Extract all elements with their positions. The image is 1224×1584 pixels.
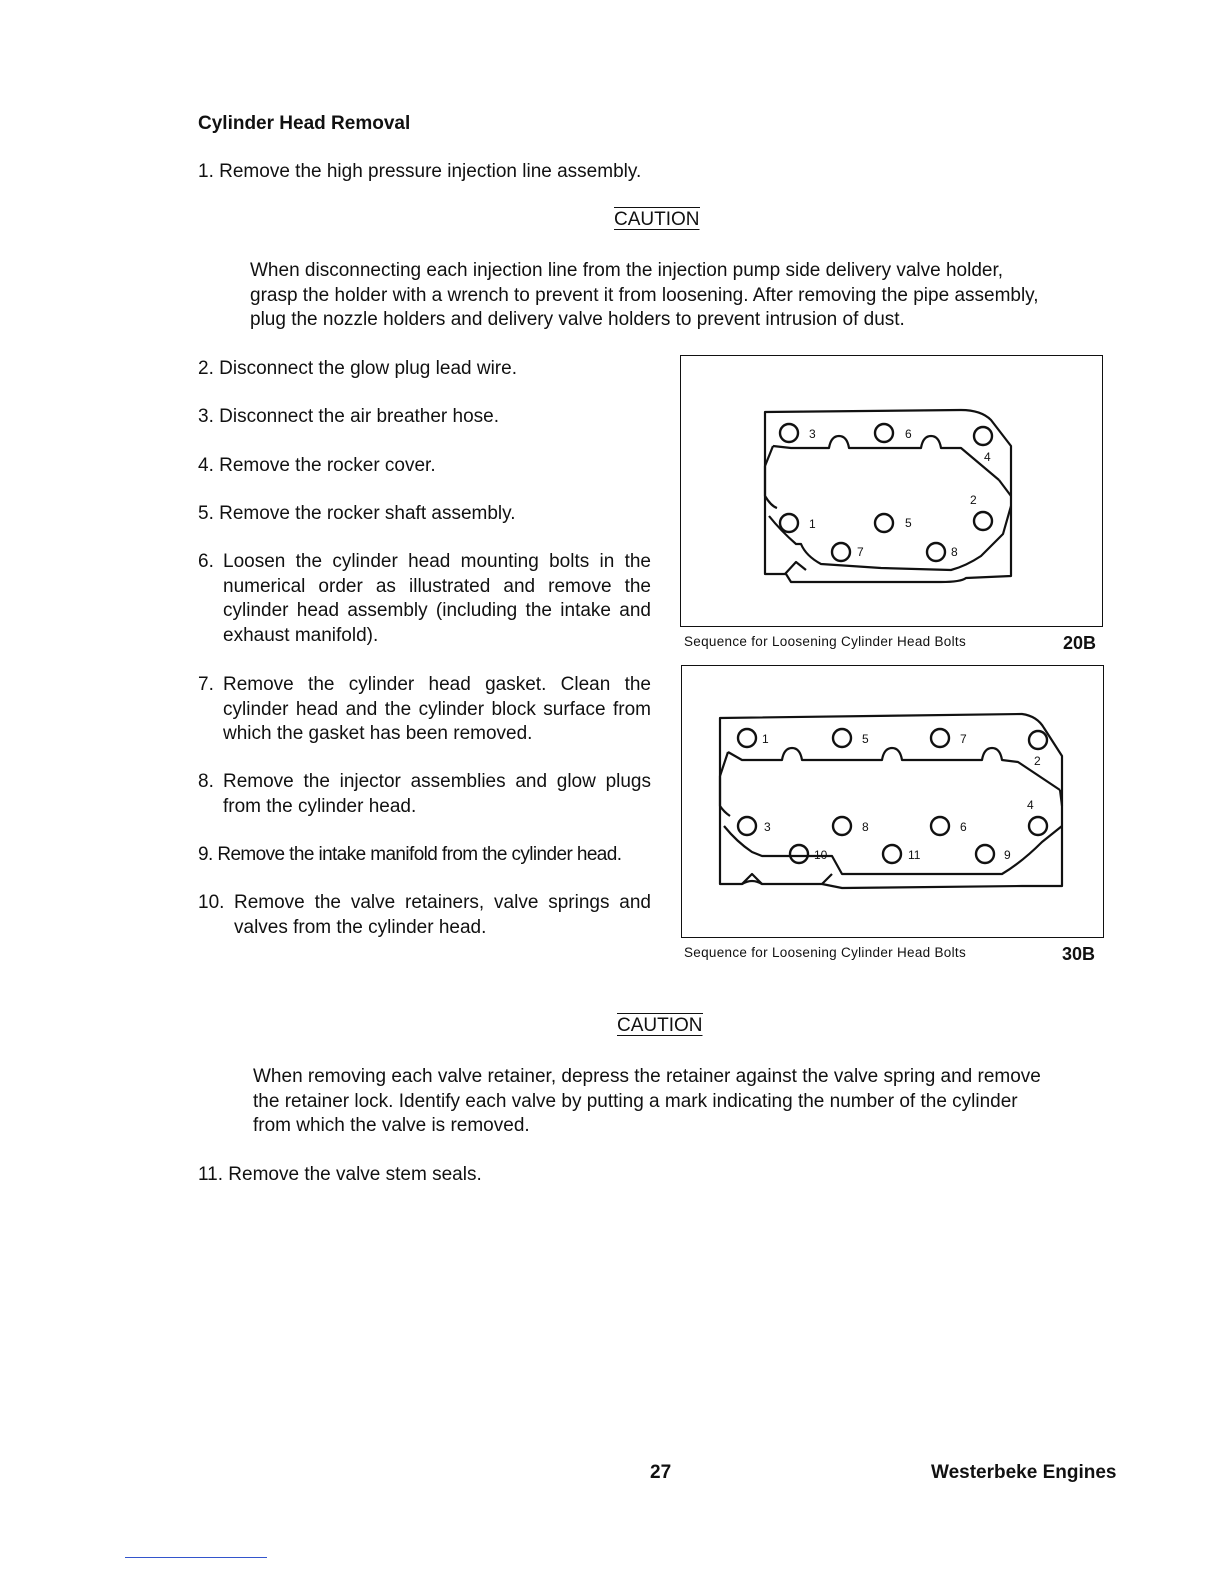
step-text: Remove the high pressure injection line assembly. [219, 161, 642, 182]
figure-caption: Sequence for Loosening Cylinder Head Bolts [684, 945, 967, 960]
svg-text:6: 6 [905, 427, 912, 441]
svg-text:9: 9 [1004, 848, 1011, 862]
step-text: Remove the rocker cover. [219, 455, 436, 476]
figure-number: 20B [1063, 633, 1097, 653]
svg-text:3: 3 [764, 820, 771, 834]
step-number: 7. [198, 674, 214, 695]
step-number: 2. [198, 358, 214, 379]
step-number: 5. [198, 503, 214, 524]
step-text: Remove the intake manifold from the cylinder head. [217, 844, 622, 865]
figure-number: 30B [1062, 944, 1096, 964]
svg-text:11: 11 [908, 848, 921, 862]
figure-caption: Sequence for Loosening Cylinder Head Bolts [684, 634, 967, 649]
footer-brand: Westerbeke Engines [931, 1462, 1117, 1483]
caution-label: CAUTION [614, 209, 700, 230]
step-text: Remove the rocker shaft assembly. [219, 503, 516, 524]
svg-text:4: 4 [1027, 798, 1034, 812]
step-10 [198, 891, 651, 940]
step-number: 1. [198, 161, 214, 182]
svg-text:10: 10 [814, 848, 828, 862]
svg-text:5: 5 [862, 732, 869, 746]
svg-text:8: 8 [862, 820, 869, 834]
page-number: 27 [650, 1462, 672, 1483]
step-5 [198, 502, 516, 527]
step-6 [198, 550, 651, 648]
step-text: Disconnect the glow plug lead wire. [219, 358, 517, 379]
svg-text:2: 2 [970, 493, 977, 507]
svg-text:1: 1 [809, 517, 816, 531]
step-text: Loosen the cylinder head mounting bolts in the numerical order as illustrated and remove the cylinder head assembly (including the intake and exhaust manifold). [223, 551, 651, 646]
svg-text:8: 8 [951, 545, 958, 559]
svg-text:6: 6 [960, 820, 967, 834]
svg-text:5: 5 [905, 516, 912, 530]
svg-text:7: 7 [857, 545, 864, 559]
svg-text:3: 3 [809, 427, 816, 441]
step-number: 10. [198, 892, 225, 913]
caution-text: When disconnecting each injection line from the injection pump side delivery valve holder, grasp the holder with a wrench to prevent it from loosening. After removing the pipe assembly, plug the nozzle holders and delivery valve holders to prevent intrusion of dust. [250, 260, 1039, 330]
footer-rule [125, 1557, 267, 1558]
step-number: 4. [198, 455, 214, 476]
step-number: 9. [198, 844, 213, 865]
step-9 [198, 843, 621, 868]
step-number: 8. [198, 771, 214, 792]
svg-text:1: 1 [762, 732, 769, 746]
step-7 [198, 673, 651, 747]
step-text: Remove the valve retainers, valve springs and valves from the cylinder head. [234, 892, 651, 938]
figure-20b-frame [680, 355, 1103, 627]
step-number: 3. [198, 406, 214, 427]
section-title: Cylinder Head Removal [198, 113, 411, 134]
caution-text: When removing each valve retainer, depress the retainer against the valve spring and remove the retainer lock. Identify each valve by putting a mark indicating the number of the cylinder from which the valve is removed. [253, 1066, 1041, 1136]
cylinder-head-diagram-4cyl [682, 666, 1102, 936]
cylinder-head-diagram-3cyl [681, 356, 1101, 625]
step-8 [198, 770, 651, 819]
step-11 [198, 1163, 482, 1188]
step-text: Remove the injector assemblies and glow plugs from the cylinder head. [223, 771, 651, 817]
figure-30b-frame [681, 665, 1104, 938]
step-text: Remove the valve stem seals. [228, 1164, 482, 1185]
step-4 [198, 454, 436, 479]
caution-label: CAUTION [617, 1015, 703, 1036]
svg-text:4: 4 [984, 450, 991, 464]
svg-text:2: 2 [1034, 754, 1041, 768]
svg-text:7: 7 [960, 732, 967, 746]
step-1 [198, 160, 641, 185]
step-text: Disconnect the air breather hose. [219, 406, 500, 427]
step-text: Remove the cylinder head gasket. Clean the cylinder head and the cylinder block surface from which the gasket has been removed. [223, 674, 651, 744]
step-number: 6. [198, 551, 214, 572]
step-number: 11. [198, 1164, 224, 1185]
step-2 [198, 357, 517, 382]
step-3 [198, 405, 499, 430]
